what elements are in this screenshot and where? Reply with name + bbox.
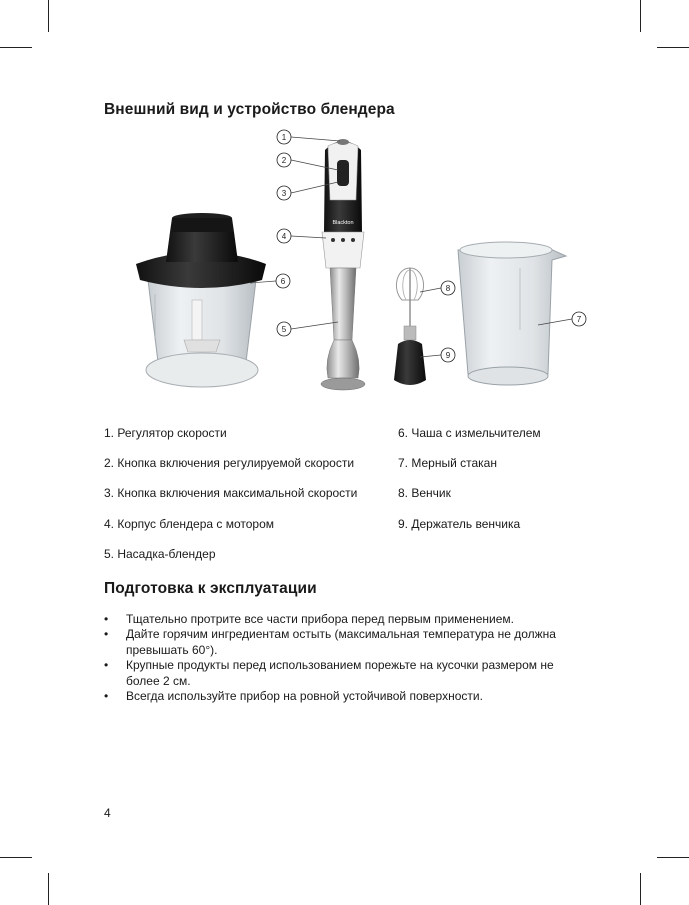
callout-5 (277, 322, 291, 336)
page-number: 4 (104, 806, 111, 820)
list-item: 4. Корпус блендера с мотором (104, 516, 274, 531)
measuring-cup (458, 242, 566, 385)
list-item: 6. Чаша с измельчителем (398, 426, 541, 440)
hand-blender (321, 139, 365, 390)
svg-text:4: 4 (281, 232, 287, 241)
svg-text:3: 3 (281, 189, 287, 198)
svg-text:6: 6 (280, 277, 286, 286)
svg-text:5: 5 (281, 325, 287, 334)
blender-illustration (0, 0, 689, 400)
list-item: 7. Мерный стакан (398, 456, 497, 471)
list-item: 2. Кнопка включения регулируемой скорости (104, 456, 355, 471)
list-item: • Всегда используйте прибор на ровной устойчивой поверхности. (104, 689, 483, 704)
parts-list-left (104, 418, 357, 569)
list-item: 5. Насадка-блендер (104, 546, 216, 561)
callout-9 (441, 348, 455, 362)
svg-text:8: 8 (445, 284, 451, 293)
svg-text:1: 1 (281, 133, 287, 142)
callout-6 (276, 274, 290, 288)
crop-mark (657, 857, 689, 858)
bullet-icon: • (104, 627, 109, 642)
whisk (394, 268, 426, 385)
callout-8 (441, 281, 455, 295)
list-item: 8. Венчик (398, 486, 451, 501)
callout-4 (277, 229, 291, 243)
list-item: 9. Держатель венчика (398, 516, 521, 531)
list-item: 3. Кнопка включения максимальной скорости (104, 486, 358, 501)
chopper-bowl (136, 213, 266, 387)
list-item: • Крупные продукты перед использованием порежьте на кусочки размером не более 2 см. (104, 658, 554, 688)
bullet-icon: • (104, 658, 109, 673)
section-heading-appearance: Внешний вид и устройство блендера (104, 101, 395, 118)
list-item: 1. Регулятор скорости (104, 426, 227, 440)
preparation-bullet-list (104, 612, 574, 704)
bullet-icon: • (104, 689, 109, 704)
svg-text:9: 9 (445, 351, 451, 360)
callout-7 (572, 312, 586, 326)
brand-label: Blackton (332, 220, 354, 226)
crop-mark (48, 873, 49, 905)
crop-mark (640, 873, 641, 905)
callout-1 (277, 130, 291, 144)
svg-text:2: 2 (281, 156, 287, 165)
bullet-icon: • (104, 612, 109, 626)
crop-mark (0, 857, 32, 858)
callout-2 (277, 153, 291, 167)
callout-3 (277, 186, 291, 200)
svg-text:7: 7 (576, 315, 582, 324)
parts-list-right (398, 418, 541, 539)
list-item: • Дайте горячим ингредиентам остыть (максимальная температура не должна превышать 60°). (104, 627, 556, 657)
section-heading-preparation: Подготовка к эксплуатации (104, 580, 317, 597)
list-item: • Тщательно протрите все части прибора перед первым применением. (104, 612, 514, 626)
